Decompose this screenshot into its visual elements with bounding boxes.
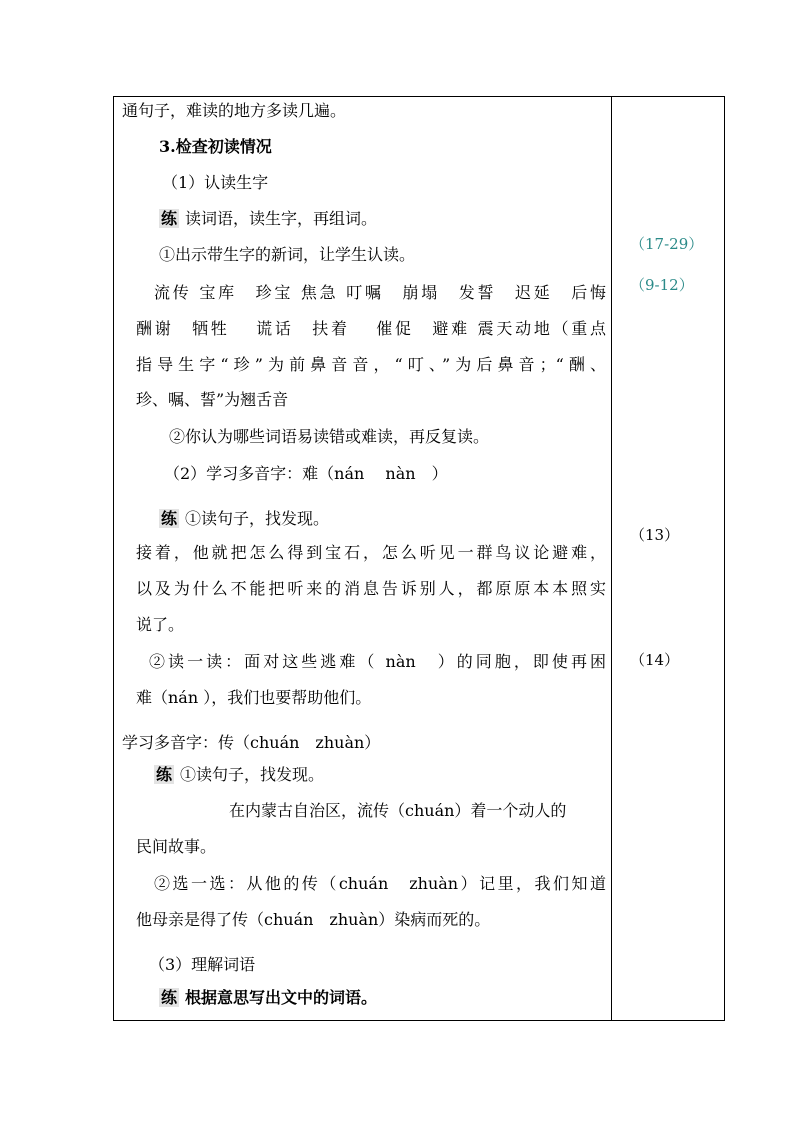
text-line: 接着，他就把怎么得到宝石，怎么听见一群鸟议论避难， [136,543,606,562]
exercise-tag: 练 [161,988,178,1007]
text-line: ①读句子，找发现。 [185,509,330,528]
text-line: 他母亲是得了传（chuán zhuàn）染病而死的。 [136,910,491,929]
text-line: 以及为什么不能把听来的消息告诉别人，都原原本本照实 [136,579,606,598]
text-line: ②读一读：面对这些逃难（ nàn ）的同胞，即使再困 [149,652,606,671]
vocabulary-line: 流传 宝库 珍宝 焦急 叮嘱 崩塌 发誓 迟延 后悔 [154,283,606,302]
text-line: 通句子，难读的地方多读几遍。 [122,101,347,120]
text-line: 难（nán ），我们也要帮助他们。 [136,688,372,707]
exercise-tag: 练 [161,509,178,528]
section-heading: 3.检查初读情况 [159,137,272,156]
text-line: 根据意思写出文中的词语。 [185,988,378,1007]
text-line: 指导生字“珍”为前鼻音音，“叮、”为后鼻音；“酬、 [136,355,606,374]
exercise-line [159,988,377,1008]
text-line: ①读句子，找发现。 [180,765,325,784]
text-line: ②选一选：从他的传（chuán zhuàn）记里，我们知道 [154,874,606,893]
text-line: 珍、嘱、誓”为翘舌音 [136,390,289,409]
lesson-plan-table [113,96,725,1021]
page-reference: （14） [630,651,680,669]
subsection-heading: （2）学习多音字：难（nán nàn ） [164,464,448,483]
text-line: ①出示带生字的新词，让学生认读。 [159,245,416,264]
exercise-line [159,209,377,229]
page-reference: （17-29） [630,235,704,253]
subsection-heading: 学习多音字：传（chuán zhuàn） [122,733,381,752]
text-line: 民间故事。 [136,837,217,856]
column-divider [611,97,612,1020]
text-line: 读词语，读生字，再组词。 [185,209,378,228]
subsection-heading: （3）理解词语 [149,955,256,974]
text-line: ②你认为哪些词语易读错或难读，再反复读。 [169,427,490,446]
page-reference: （13） [630,526,680,544]
exercise-tag: 练 [156,765,173,784]
text-line: 说了。 [136,615,185,634]
exercise-line [154,765,324,785]
page-reference: （9-12） [630,276,694,294]
vocabulary-line: 酬谢 牺牲 谎话 扶着 催促 避难 震天动地（重点 [136,319,606,338]
subsection-heading: （1）认读生字 [162,173,269,192]
text-line: 在内蒙古自治区，流传（chuán）着一个动人的 [229,801,567,820]
exercise-line [159,509,329,529]
exercise-tag: 练 [161,209,178,228]
